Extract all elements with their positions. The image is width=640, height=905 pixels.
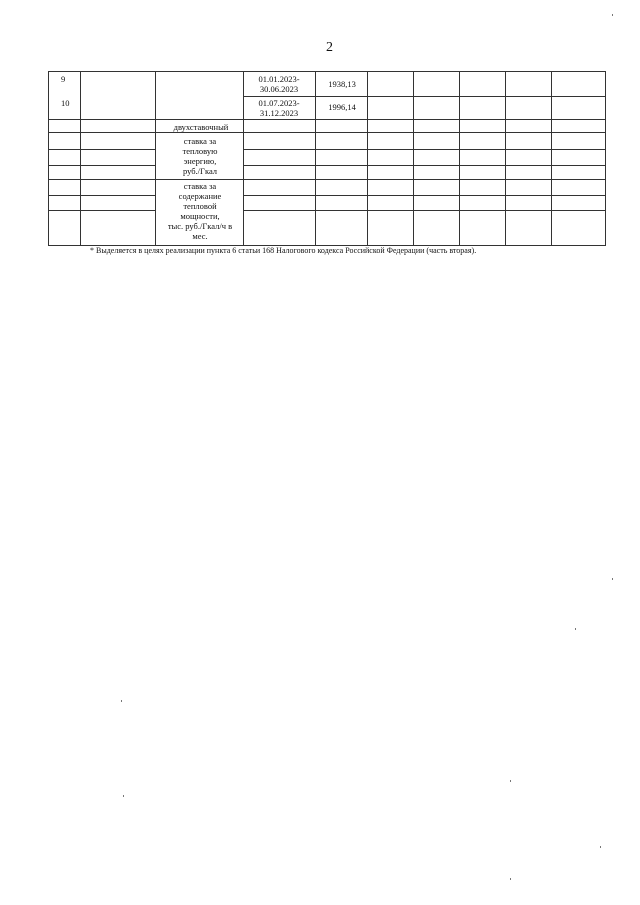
period-line: 30.06.2023 (259, 84, 299, 94)
tariff-table (48, 71, 606, 246)
row-divider (243, 195, 606, 196)
period-cell (249, 98, 309, 118)
scan-speck (612, 14, 613, 16)
scan-speck (121, 700, 122, 702)
label-line: мощности, (180, 211, 220, 221)
tariff-value: 1996,14 (328, 102, 356, 112)
row-divider (49, 165, 155, 166)
scan-speck (612, 578, 613, 580)
column-divider (243, 72, 244, 246)
scan-speck (123, 795, 124, 797)
scan-speck (510, 780, 511, 782)
row-number: 9 (61, 74, 66, 84)
column-divider (413, 72, 414, 246)
column-divider (551, 72, 552, 246)
tariff-value: 1938,13 (328, 79, 356, 89)
scan-speck (600, 846, 601, 848)
row-divider (243, 165, 606, 166)
row-divider (49, 119, 606, 120)
column-divider (315, 72, 316, 246)
label-line: тепловой (183, 201, 217, 211)
scan-speck (510, 878, 511, 880)
column-divider (155, 72, 156, 246)
column-divider (505, 72, 506, 246)
row-divider (243, 96, 606, 97)
row-divider (243, 149, 606, 150)
label-line: мес. (192, 231, 208, 241)
label-line: ставка за (183, 136, 217, 146)
period-cell (249, 74, 309, 94)
label-line: тепловую (182, 146, 218, 156)
row-divider (49, 210, 155, 211)
energy-rate-label (157, 136, 243, 176)
page-number: 2 (326, 40, 333, 55)
label-line: ставка за (183, 181, 217, 191)
column-divider (605, 72, 606, 246)
footnote: * Выделяется в целях реализации пункта 6 статьи 168 Налогового кодекса Российской Федерации (часть вторая). (90, 246, 477, 255)
period-line: 01.07.2023- (258, 98, 300, 108)
period-line: 01.01.2023- (258, 74, 300, 84)
column-divider (367, 72, 368, 246)
scan-speck (575, 628, 576, 630)
row-divider (49, 149, 155, 150)
row-number: 10 (61, 98, 70, 108)
label-line: тыс. руб./Гкал/ч в (167, 221, 233, 231)
row-divider (49, 132, 606, 133)
period-line: 31.12.2023 (259, 108, 299, 118)
label-line: содержание (178, 191, 222, 201)
row-divider (49, 195, 155, 196)
row-divider (49, 179, 606, 180)
two-part-tariff-label: двухставочный (173, 122, 229, 132)
row-divider (243, 210, 606, 211)
capacity-rate-label (157, 181, 243, 241)
label-line: руб./Гкал (182, 166, 218, 176)
label-line: энергию, (183, 156, 217, 166)
column-divider (80, 72, 81, 246)
column-divider (459, 72, 460, 246)
